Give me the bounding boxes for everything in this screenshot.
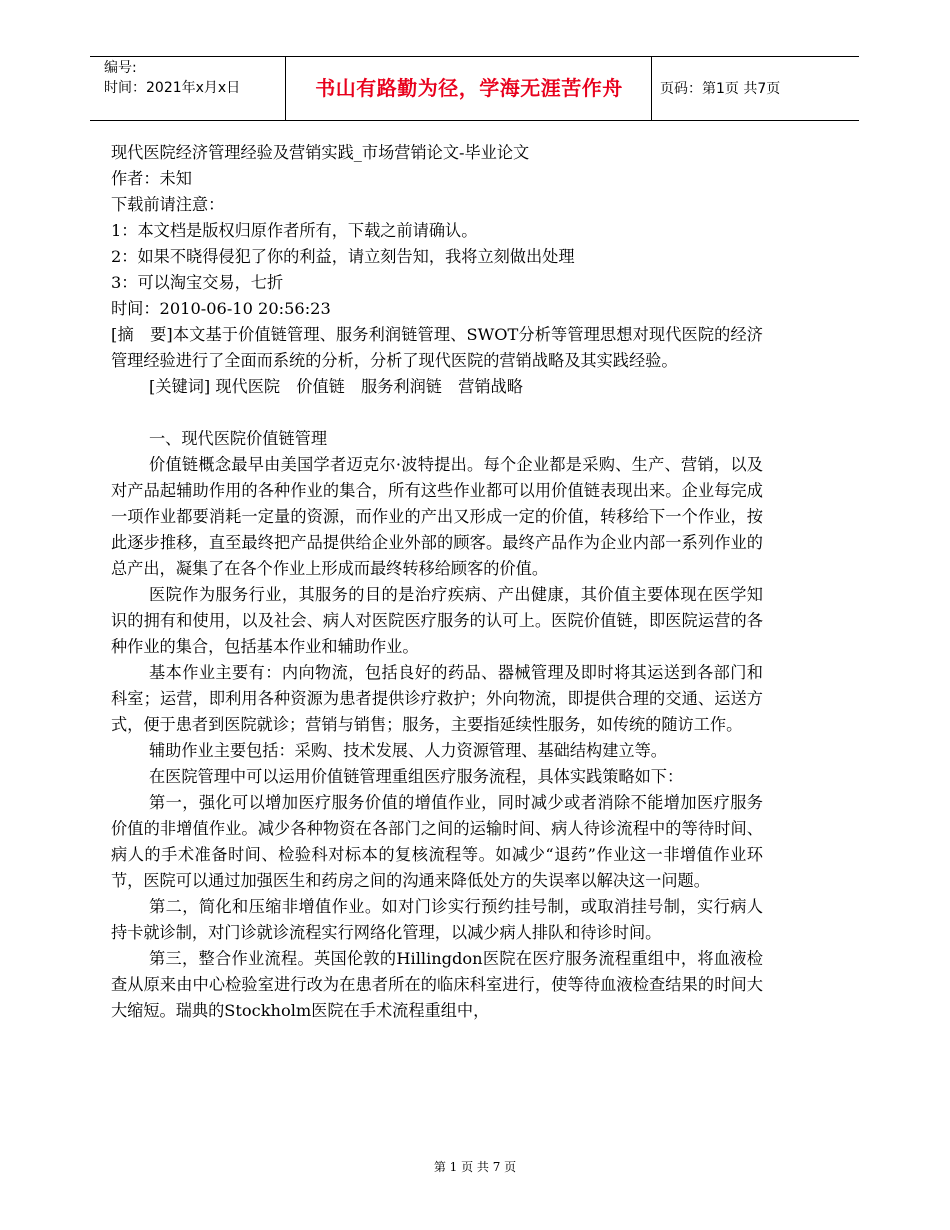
document-number-label: 编号: — [104, 60, 137, 76]
page-footer: 第 1 页 共 7 页 — [433, 1160, 517, 1174]
header-motto: 书山有路勤为径，学海无涯苦作舟 — [315, 76, 623, 100]
notice-item-1: 1：本文档是版权归原作者所有，下载之前请确认。 — [111, 221, 478, 240]
header-meta — [104, 58, 240, 98]
header-top-rule — [90, 56, 859, 57]
paragraph: 基本作业主要有：内向物流，包括良好的药品、器械管理及即时将其运送到各部门和科室；运营，即利用各种资源为患者提供诊疗救护；外向物流，即提供合理的交通、运送方式，便于患者到医院就诊；营销与销售；服务，主要指延续性服务，如传统的随访工作。 — [111, 663, 763, 734]
header-divider-right — [651, 56, 652, 120]
header-page-info: 页码：第1页 共7页 — [660, 81, 781, 97]
paragraph: 价值链概念最早由美国学者迈克尔·波特提出。每个企业都是采购、生产、营销，以及对产品起辅助作用的各种作业的集合，所有这些作业都可以用价值链表现出来。企业每完成一项作业都要消耗一定量的资源，而作业的产出又形成一定的价值，转移给下一个作业，按此逐步推移，直至最终把产品提供给企业外部的顾客。最终产品作为企业内部一系列作业的总产出，凝集了在各个作业上形成而最终转移给顾客的价值。 — [111, 455, 763, 578]
paragraph: 第三，整合作业流程。英国伦敦的Hillingdon医院在医疗服务流程重组中，将血液检查从原来由中心检验室进行改为在患者所在的临床科室进行，使等待血液检查结果的时间大大缩短。瑞典的Stockholm医院在手术流程重组中， — [111, 949, 763, 1020]
header-bottom-rule — [90, 120, 859, 121]
article-time: 时间：2010-06-10 20:56:23 — [111, 299, 331, 318]
paragraph: 医院作为服务行业，其服务的目的是治疗疾病、产出健康，其价值主要体现在医学知识的拥有和使用，以及社会、病人对医院医疗服务的认可上。医院价值链，即医院运营的各种作业的集合，包括基本作业和辅助作业。 — [111, 585, 763, 656]
article-author: 作者：未知 — [111, 169, 192, 188]
document-date-label: 时间：2021年x月x日 — [104, 80, 241, 96]
notice-item-2: 2：如果不晓得侵犯了你的利益，请立刻告知，我将立刻做出处理 — [111, 247, 575, 266]
paragraph: 第一，强化可以增加医疗服务价值的增值作业，同时减少或者消除不能增加医疗服务价值的非增值作业。减少各种物资在各部门之间的运输时间、病人待诊流程中的等待时间、病人的手术准备时间、检验科对标本的复核流程等。如减少“退药”作业这一非增值作业环节，医院可以通过加强医生和药房之间的沟通来降低处方的失误率以解决这一问题。 — [111, 793, 763, 890]
notice-item-3: 3：可以淘宝交易，七折 — [111, 273, 284, 292]
article-title: 现代医院经济管理经验及营销实践_市场营销论文-毕业论文 — [111, 143, 530, 162]
keywords: [关键词] 现代医院 价值链 服务利润链 营销战略 — [149, 377, 523, 396]
paragraph: 辅助作业主要包括：采购、技术发展、人力资源管理、基础结构建立等。 — [149, 741, 667, 760]
document-body — [111, 140, 763, 1024]
section-heading: 一、现代医院价值链管理 — [149, 429, 328, 448]
paragraph: 在医院管理中可以运用价值链管理重组医疗服务流程，具体实践策略如下： — [149, 767, 684, 786]
blank-line — [111, 400, 763, 426]
abstract: [摘 要]本文基于价值链管理、服务利润链管理、SWOT分析等管理思想对现代医院的经济管理经验进行了全面而系统的分析，分析了现代医院的营销战略及其实践经验。 — [111, 325, 763, 370]
notice-heading: 下载前请注意： — [111, 195, 225, 214]
header-divider-left — [285, 56, 286, 120]
paragraph: 第二，简化和压缩非增值作业。如对门诊实行预约挂号制，或取消挂号制，实行病人持卡就诊制，对门诊就诊流程实行网络化管理，以减少病人排队和待诊时间。 — [111, 897, 763, 942]
